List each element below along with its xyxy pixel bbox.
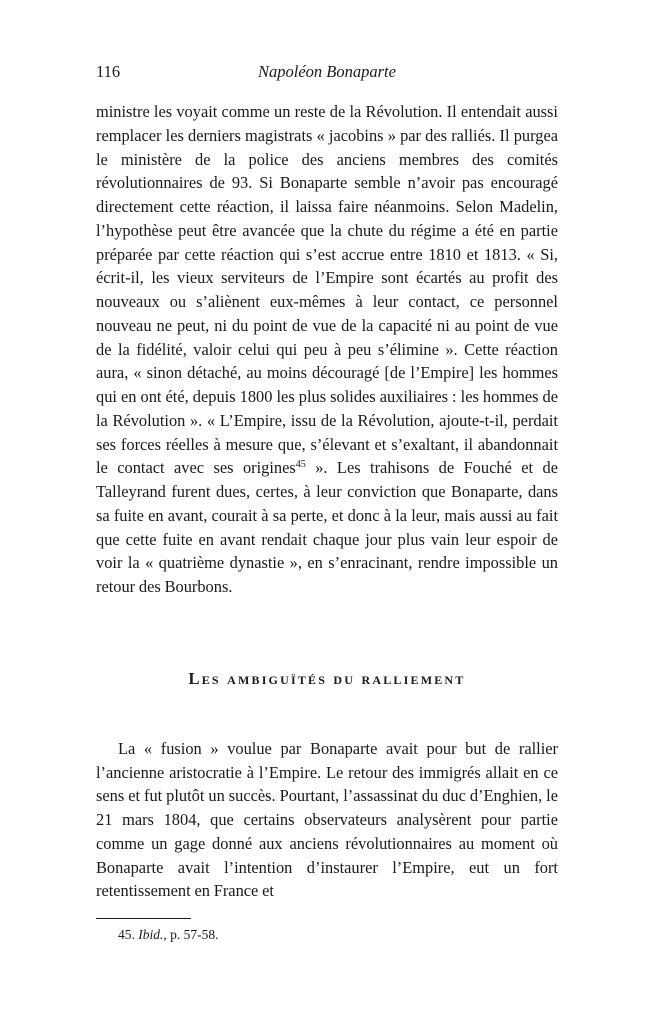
footnote-reference-45[interactable]: 45	[295, 459, 306, 471]
book-page	[96, 62, 558, 945]
footnote-pages: , p. 57-58.	[163, 927, 219, 942]
footnote-45	[96, 925, 558, 945]
footnote-number: 45.	[118, 927, 135, 942]
body-paragraph-1	[96, 100, 558, 599]
footnote-source: Ibid.	[138, 927, 164, 942]
body-paragraph-2: La « fusion » voulue par Bonaparte avait pour but de rallier l’ancienne aristocratie à l’Empire. Le retour des immigrés allait en ce sens et fut plutôt un succès. Pourtant, l’assassinat du duc d’Enghien, le 21 mars 1804, que certains observateurs analysèrent pour partie comme un gage donné aux anciens révolutionnaires au moment où Bonaparte avait l’intention d’instaurer l’Empire, eut un fort retentissement en France et	[96, 738, 558, 901]
running-head	[96, 62, 558, 86]
running-title: Napoléon Bonaparte	[258, 62, 396, 81]
section-title: Les ambiguïtés du ralliement	[188, 668, 466, 688]
footnote-divider	[96, 918, 191, 919]
page-number: 116	[96, 62, 121, 81]
paragraph-1-text-continued: ». Les trahisons de Fouché et de Talleyrand furent dues, certes, à leur conviction que Bonaparte, dans sa fuite en avant, courait à sa perte, et donc à la leur, mais aussi au fait que cette fuite en avant rendait chaque jour plus vain leur espoir de voir la « quatrième dynastie », en s’enracinant, rendre impossible un retour des Bourbons.	[96, 458, 558, 596]
paragraph-1-text: ministre les voyait comme un reste de la Révolution. Il entendait aussi remplacer les derniers magistrats « jacobins » par des ralliés. Il purgea le ministère de la police des anciens membres des comités révolutionnaires de 93. Si Bonaparte semble n’avoir pas encouragé directement cette réaction, il laissa faire néanmoins. Selon Madelin, l’hypothèse peut être avancée que la chute du régime a été en partie préparée par cette réaction qui s’est accrue entre 1810 et 1813. « Si, écrit-il, les vieux serviteurs de l’Empire sont écartés au profit des nouveaux ou s’aliènent eux-mêmes à leur contact, ce personnel nouveau ne peut, ni du point de vue de la capacité ni au point de vue de la fidélité, valoir celui qui peu à peu s’élimine ». Cette réaction aura, « sinon détaché, au moins découragé [de l’Empire] les hommes qui en ont été, depuis 1800 les plus solides auxiliaires : les hommes de la Révolution ». « L’Empire, issu de la Révolution, ajoute-t-il, perdait ses forces réelles à mesure que, s’élevant et s’exaltant, il abandonnait le contact avec ses origines	[96, 102, 558, 478]
